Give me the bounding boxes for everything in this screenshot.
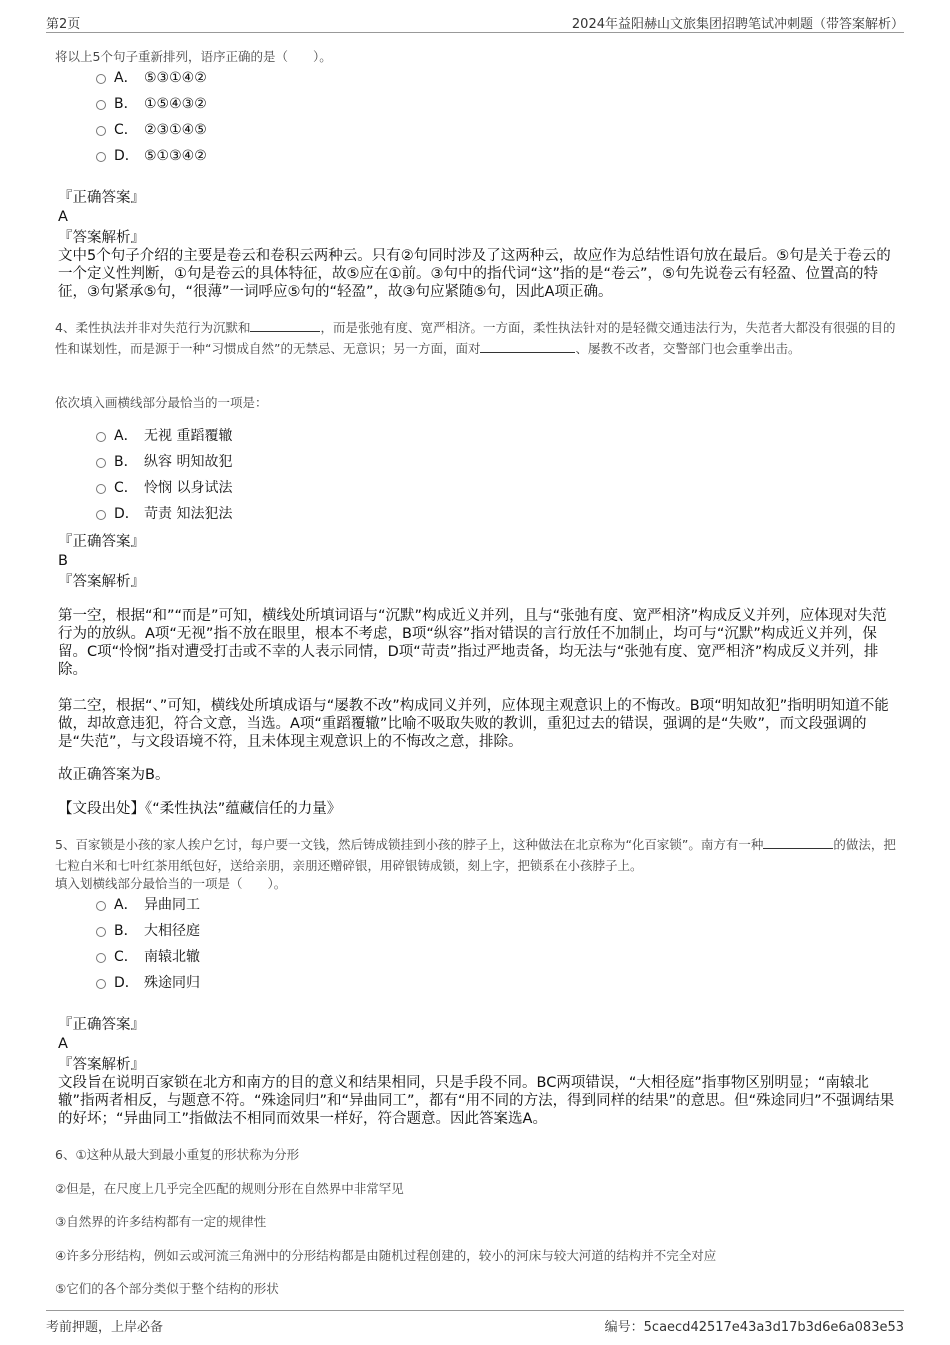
document-title: 2024年益阳赫山文旅集团招聘笔试冲刺题（带答案解析） [571,17,904,32]
q4-option-c[interactable]: C． 怜悯 以身试法 [96,478,232,498]
q3-option-c[interactable]: C． ②③①④⑤ [96,120,207,140]
q6-sentence-1: 6、①这种从最大到最小重复的形状称为分形 [55,1147,300,1162]
q3-answer: A [58,209,68,225]
q3-option-d[interactable]: D． ⑤①③④② [96,146,207,166]
footer-code: 编号：5caecd42517e43a3d17b3d6e6a083e53 [604,1320,904,1335]
q5-option-b[interactable]: B． 大相径庭 [96,921,200,941]
radio-icon[interactable] [96,432,106,442]
footer-slogan: 考前押题，上岸必备 [46,1320,164,1335]
blank-line [480,340,575,353]
q3-stem: 将以上5个句子重新排列，语序正确的是（ ）。 [55,49,332,64]
page-number: 第2页 [46,17,81,32]
q4-option-a[interactable]: A． 无视 重蹈覆辙 [96,426,232,446]
radio-icon[interactable] [96,979,106,989]
q3-option-b[interactable]: B． ①⑤④③② [96,94,207,114]
q6-sentence-3: ③自然界的许多结构都有一定的规律性 [55,1214,267,1229]
q5-option-a[interactable]: A． 异曲同工 [96,895,200,915]
q4-stem: 4、柔性执法并非对失范行为沉默和 ，而是张弛有度、宽严相济。一方面，柔性执法针对的是轻微交通违法行为，失范者大都没有很强的目的性和谋划性，而是源于一种“习惯成自然”的无禁忌、无意识；另一方面，面对 、屡教不改者，交警部门也会重拳出击。 [55,320,896,356]
q6-sentence-5: ⑤它们的各个部分类似于整个结构的形状 [55,1281,279,1296]
q3-analysis-label: 『答案解析』 [58,230,145,246]
radio-icon[interactable] [96,953,106,963]
q4-source: 【文段出处】《“柔性执法”蕴藏信任的力量》 [58,801,342,817]
q4-conclusion: 故正确答案为B。 [58,767,170,783]
q4-prompt: 依次填入画横线部分最恰当的一项是： [55,395,268,410]
radio-icon[interactable] [96,901,106,911]
radio-icon[interactable] [96,74,106,84]
q3-answer-label: 『正确答案』 [58,190,145,206]
radio-icon[interactable] [96,510,106,520]
q5-analysis-label: 『答案解析』 [58,1057,145,1073]
radio-icon[interactable] [96,484,106,494]
radio-icon[interactable] [96,126,106,136]
q5-option-d[interactable]: D． 殊途同归 [96,973,200,993]
q5-analysis: 文段旨在说明百家锁在北方和南方的目的意义和结果相同，只是手段不同。BC两项错误，“大相径庭”指事物区别明显；“南辕北辙”指两者相反，与题意不符。“殊途同归”和“异曲同工”，都有“用不同的方法，得到同样的结果”的意思。但“殊途同归”不强调结果的好坏；“异曲同工”指做法不相同而效果一样好，符合题意。因此答案选A。 [58,1075,895,1127]
q3-analysis: 文中5个句子介绍的主要是卷云和卷积云两种云。只有②句同时涉及了这两种云，故应作为总结性语句放在最后。⑤句是关于卷云的一个定义性判断，①句是卷云的具体特征，故⑤应在①前。③句中的指代词“这”指的是“卷云”，⑤句先说卷云有轻盈、位置高的特征，③句紧承⑤句，“很薄”一词呼应⑤句的“轻盈”，故③句应紧随⑤句，因此A项正确。 [58,248,891,300]
q4-analysis-para2: 第二空，根据“、”可知，横线处所填成语与“屡教不改”构成同义并列，应体现主观意识上的不悔改。B项“明知故犯”指明明知道不能做，却故意违犯，符合文意，当选。A项“重蹈覆辙”比喻不吸取失败的教训，重犯过去的错误，强调的是“失败”，而文段强调的是“失范”，与文段语境不符，且未体现主观意识上的不悔改之意，排除。 [58,698,889,750]
q4-analysis-para1: 第一空，根据“和”“而是”可知，横线处所填词语与“沉默”构成近义并列，且与“张弛有度、宽严相济”构成反义并列，应体现对失范行为的放纵。A项“无视”指不放在眼里，根本不考虑，B项“纵容”指对错误的言行放任不加制止，均可与“沉默”构成近义并列，保留。C项“怜悯”指对遭受打击或不幸的人表示同情，D项“苛责”指过严地责备，均无法与“张弛有度、宽严相济”构成反义并列，排除。 [58,608,887,678]
q4-analysis-label: 『答案解析』 [58,574,145,590]
q4-answer-label: 『正确答案』 [58,534,145,550]
q5-option-c[interactable]: C． 南辕北辙 [96,947,200,967]
q6-sentence-2: ②但是，在尺度上几乎完全匹配的规则分形在自然界中非常罕见 [55,1181,404,1196]
radio-icon[interactable] [96,100,106,110]
q5-prompt: 填入划横线部分最恰当的一项是（ ）。 [55,876,287,891]
q5-answer-label: 『正确答案』 [58,1017,145,1033]
blank-line [763,836,833,849]
blank-line [250,319,320,332]
page-footer [46,1310,904,1335]
q4-option-d[interactable]: D． 苛责 知法犯法 [96,504,232,524]
q4-answer: B [58,553,68,569]
page-header [46,10,904,33]
q3-option-a[interactable]: A． ⑤③①④② [96,68,207,88]
radio-icon[interactable] [96,458,106,468]
radio-icon[interactable] [96,152,106,162]
q4-option-b[interactable]: B． 纵容 明知故犯 [96,452,232,472]
q5-stem: 5、百家锁是小孩的家人挨户乞讨，每户要一文钱，然后铸成锁挂到小孩的脖子上，这种做法在北京称为“化百家锁”。南方有一种 的做法，把七粒白米和七叶红茶用纸包好，送给亲朋，亲朋还赠碎银，用碎银铸成锁，刻上字，把锁系在小孩脖子上。 [55,837,896,873]
q5-answer: A [58,1036,68,1052]
q6-sentence-4: ④许多分形结构，例如云或河流三角洲中的分形结构都是由随机过程创建的，较小的河床与较大河道的结构并不完全对应 [55,1248,717,1263]
radio-icon[interactable] [96,927,106,937]
